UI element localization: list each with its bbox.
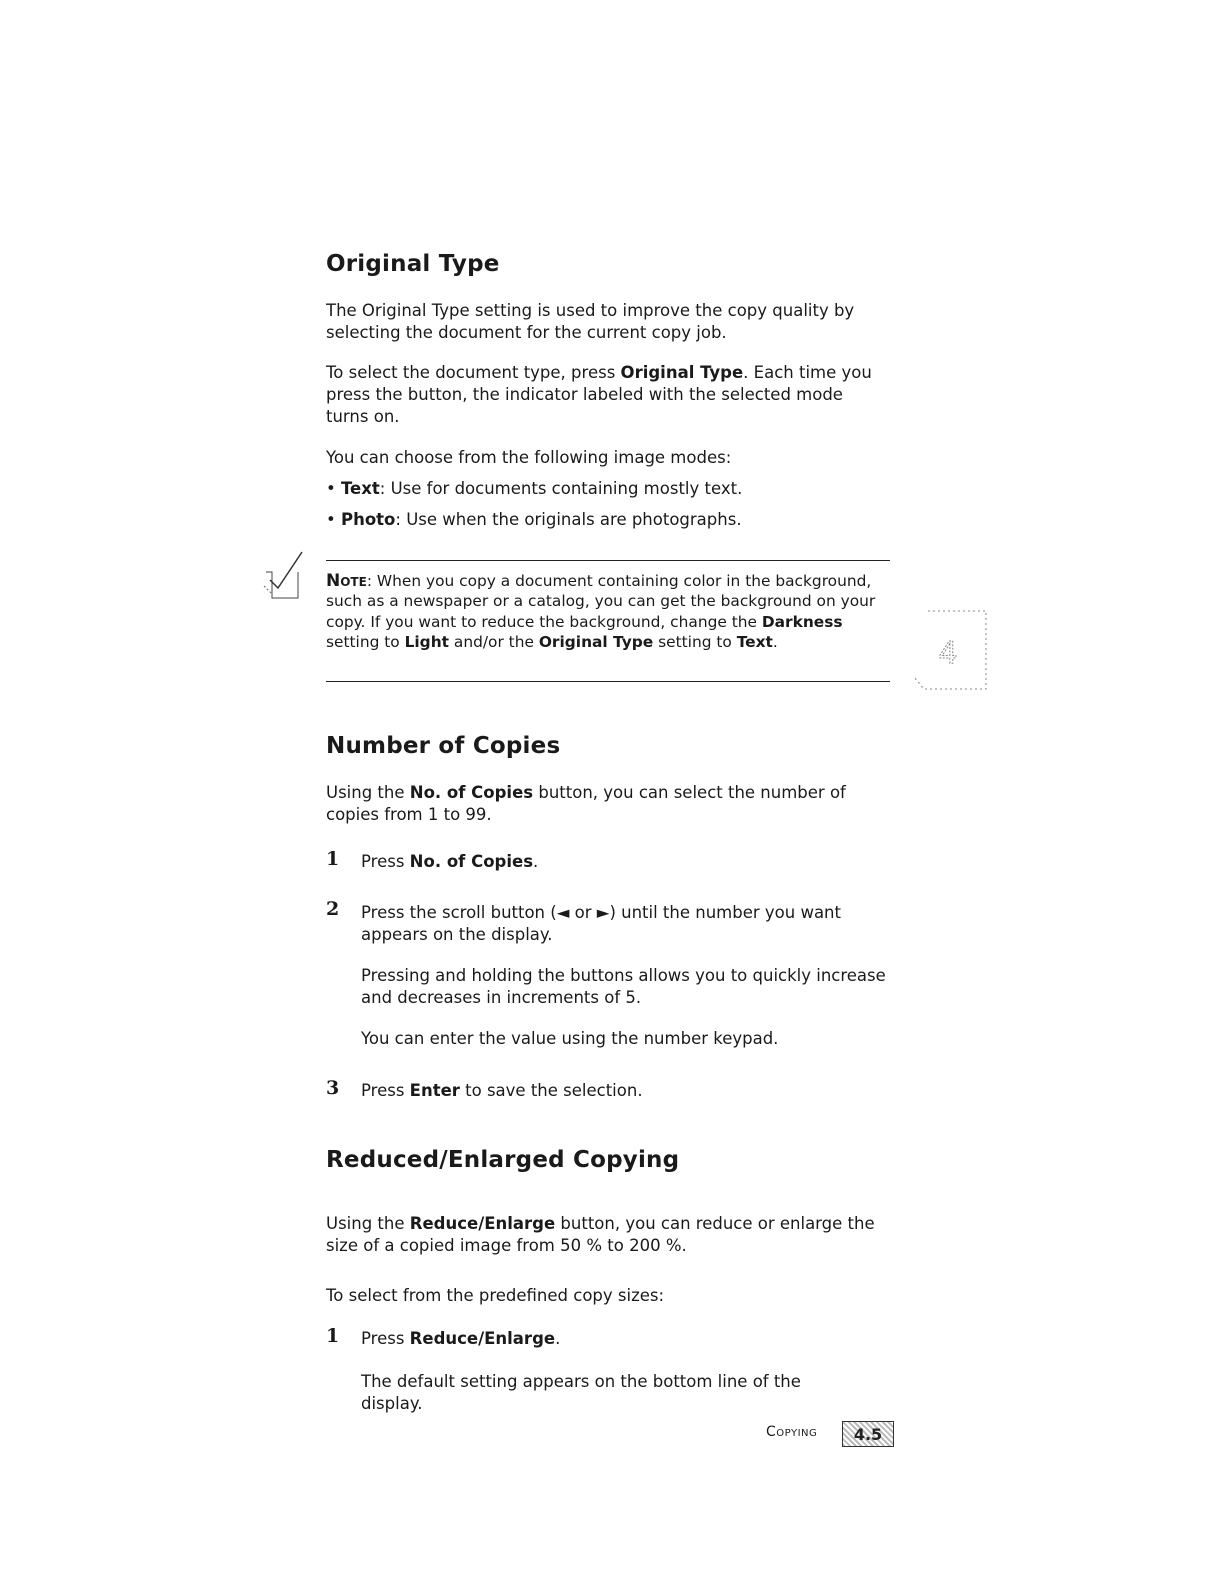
reduce-intro: Using the Reduce/Enlarge button, you can reduce or enlarge the size of a copied image from 50 % to 200 %. <box>326 1214 875 1255</box>
copies-step-2: Press the scroll button (◄ or ►) until the number you want appears on the display. <box>361 903 841 944</box>
copies-step-3: Press Enter to save the selection. <box>361 1081 643 1100</box>
copies-step-2-note-2: You can enter the value using the number keypad. <box>361 1029 779 1048</box>
copies-step-1-number: 1 <box>326 848 340 870</box>
note-text: Note: When you copy a document containing color in the background, such as a newspaper or a catalog, you can get the background on your copy. If you want to reduce the background, change the Darkness setting to Light and/or the Original Type setting to Text. <box>326 571 876 652</box>
original-type-para-2: To select the document type, press Original Type. Each time you press the button, the indicator labeled with the selected mode turns on. <box>326 363 872 426</box>
reduce-para-2: To select from the predefined copy sizes: <box>326 1286 665 1305</box>
original-type-para-1: The Original Type setting is used to improve the copy quality by selecting the document for the current copy job. <box>326 301 855 342</box>
page-number: 4.5 <box>842 1421 894 1447</box>
chapter-tab-number: 4 <box>938 636 958 671</box>
note-checkmark-icon <box>258 550 304 600</box>
copies-step-3-number: 3 <box>326 1077 340 1099</box>
chapter-tab-icon <box>910 607 990 692</box>
footer-section-title: Copying <box>766 1424 818 1440</box>
reduce-step-1: Press Reduce/Enlarge. <box>361 1329 561 1348</box>
heading-number-of-copies: Number of Copies <box>326 733 561 759</box>
bullet-photo-mode: • Photo: Use when the originals are photographs. <box>326 510 742 529</box>
heading-original-type: Original Type <box>326 251 500 277</box>
reduce-step-1-note: The default setting appears on the bottom line of the display. <box>361 1372 801 1413</box>
bullet-text-mode: • Text: Use for documents containing mostly text. <box>326 479 743 498</box>
copies-step-1: Press No. of Copies. <box>361 852 539 871</box>
original-type-para-3: You can choose from the following image modes: <box>326 448 732 467</box>
copies-step-2-number: 2 <box>326 898 340 920</box>
copies-step-2-note-1: Pressing and holding the buttons allows you to quickly increase and decreases in increments of 5. <box>361 966 886 1007</box>
copies-intro: Using the No. of Copies button, you can select the number of copies from 1 to 99. <box>326 783 846 824</box>
heading-reduced-enlarged: Reduced/Enlarged Copying <box>326 1147 680 1173</box>
reduce-step-1-number: 1 <box>326 1325 340 1347</box>
note-label: Note <box>326 571 367 591</box>
note-box <box>326 560 890 682</box>
